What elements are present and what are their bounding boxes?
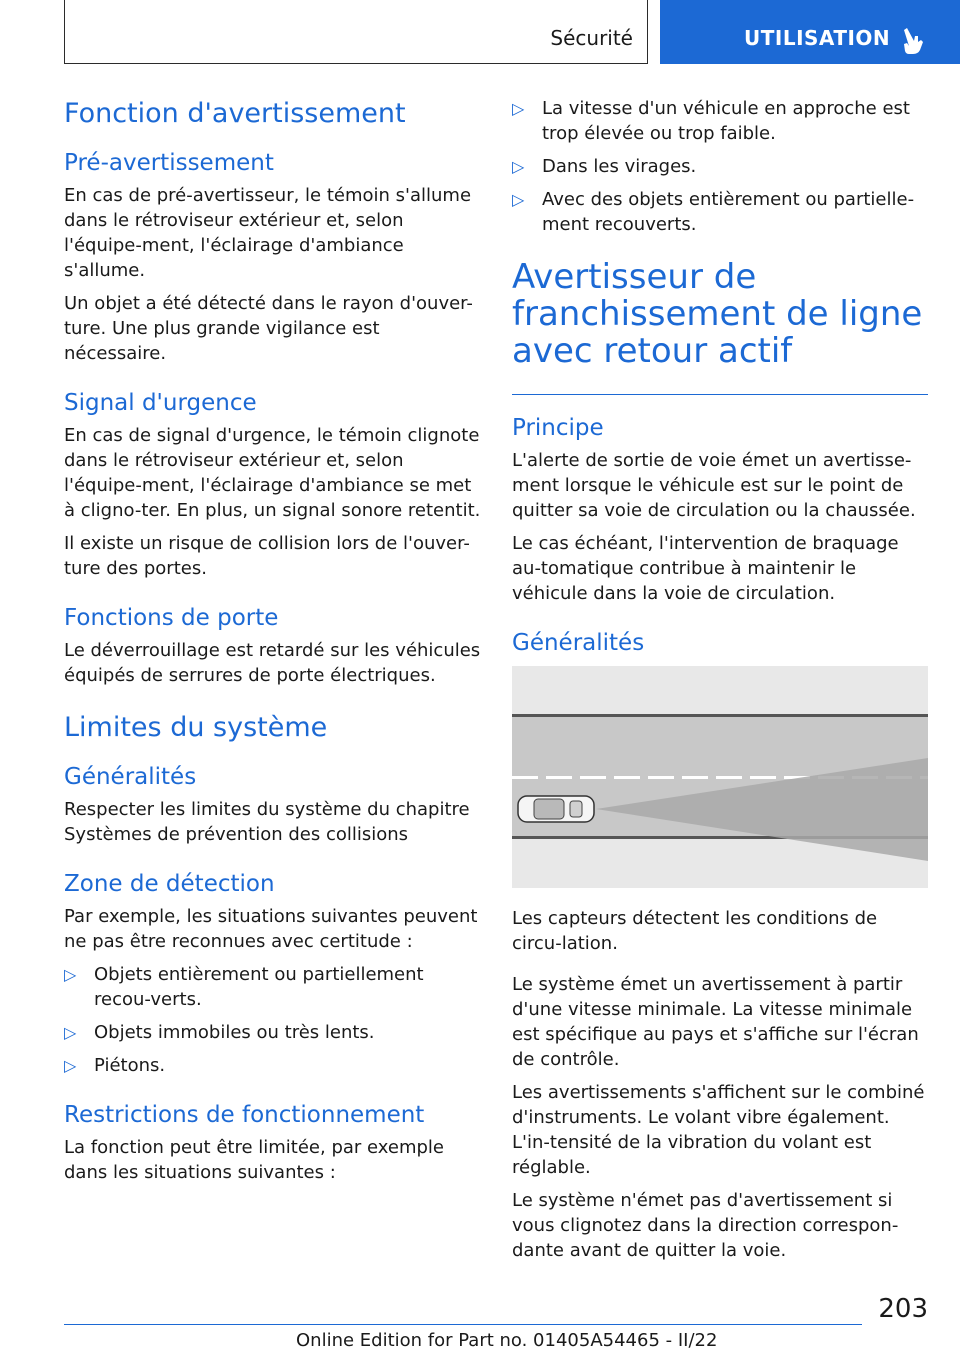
heading-fonctions-porte: Fonctions de porte (64, 605, 279, 631)
paragraph: Un objet a été détecté dans le rayon d'ouver-ture. Une plus grande vigilance est nécessaire. (64, 293, 473, 364)
paragraph: Le déverrouillage est retardé sur les véhicules équipés de serrures de porte électriques. (64, 640, 481, 686)
heading-generalites-2: Généralités (512, 630, 645, 656)
list-item: ▷ Piétons. (64, 1055, 166, 1076)
list-item: ▷ Avec des objets entièrement ou partielle-ment recouverts. (512, 189, 915, 235)
bullet-triangle-icon: ▷ (512, 190, 525, 209)
list-item: ▷ La vitesse d'un véhicule en approche est trop élevée ou trop faible. (512, 98, 910, 144)
heading-divider (512, 394, 928, 395)
heading-pre-avertissement: Pré-avertissement (64, 150, 274, 176)
heading-limites-systeme: Limites du système (64, 712, 328, 743)
paragraph: Par exemple, les situations suivantes peuvent ne pas être reconnues avec certitude : (64, 906, 478, 952)
paragraph: La fonction peut être limitée, par exemple dans les situations suivantes : (64, 1137, 444, 1183)
heading-restrictions: Restrictions de fonctionnement (64, 1102, 425, 1128)
heading-principe: Principe (512, 415, 604, 441)
paragraph: Respecter les limites du système du chapitre Systèmes de prévention des collisions (64, 799, 470, 845)
paragraph: En cas de pré-avertisseur, le témoin s'allume dans le rétroviseur extérieur et, selon l'équipe-ment, l'éclairage d'ambiance s'allume. (64, 185, 472, 281)
list-item: ▷ Dans les virages. (512, 156, 697, 177)
header-section-box (64, 0, 648, 64)
paragraph: L'alerte de sortie de voie émet un avertisse-ment lorsque le véhicule est sur le point de quitter sa voie de circulation ou la chaussée. (512, 450, 916, 521)
header-chapter-tab[interactable] (660, 0, 960, 64)
paragraph: Les capteurs détectent les conditions de circu-lation. (512, 908, 878, 954)
paragraph: Il existe un risque de collision lors de l'ouver-ture des portes. (64, 533, 470, 579)
bullet-triangle-icon: ▷ (64, 965, 77, 984)
car-top-view-icon (518, 796, 594, 822)
heading-generalites: Généralités (64, 764, 197, 790)
bullet-triangle-icon: ▷ (512, 157, 525, 176)
paragraph: Les avertissements s'affichent sur le combiné d'instruments. Le volant vibre également. L'in-tensité de la vibration du volant est réglable. (512, 1082, 925, 1178)
heading-zone-detection: Zone de détection (64, 871, 275, 897)
bullet-triangle-icon: ▷ (64, 1056, 77, 1075)
list-item: ▷ Objets immobiles ou très lents. (64, 1022, 375, 1043)
paragraph: Le cas échéant, l'intervention de braquage au-tomatique contribue à maintenir le véhicule dans la voie de circulation. (512, 533, 899, 604)
heading-signal-urgence: Signal d'urgence (64, 390, 257, 416)
paragraph: Le système n'émet pas d'avertissement si vous clignotez dans la direction correspon-dante avant de quitter la voie. (512, 1190, 899, 1261)
left-column (64, 96, 482, 1193)
heading-avertisseur-line-2: franchissement de ligne (512, 294, 923, 334)
bullet-triangle-icon: ▷ (512, 99, 525, 118)
right-column (512, 96, 928, 1271)
paragraph: Le système émet un avertissement à partir d'une vitesse minimale. La vitesse minimale est spécifique au pays et s'affiche sur l'écran de contrôle. (512, 974, 919, 1070)
edition-text: Online Edition for Part no. 01405A54465 - II/22 (296, 1330, 718, 1351)
footer-divider (64, 1324, 862, 1325)
paragraph: En cas de signal d'urgence, le témoin clignote dans le rétroviseur extérieur et, selon l'équipe-ment, l'éclairage d'ambiance se met à cligno-ter. En plus, un signal sonore retentit. (64, 425, 481, 521)
heading-avertisseur-line-1: Avertisseur de (512, 257, 757, 297)
bullet-triangle-icon: ▷ (64, 1023, 77, 1042)
lane-departure-illustration (512, 666, 928, 888)
list-item: ▷ Objets entièrement ou partiellement recou-verts. (64, 964, 424, 1010)
hand-pointer-icon (896, 24, 928, 56)
heading-fonction-avertissement: Fonction d'avertissement (64, 98, 406, 129)
page-number: 203 (878, 1294, 928, 1324)
heading-avertisseur-line-3: avec retour actif (512, 331, 793, 371)
chapter-title: UTILISATION (744, 26, 891, 50)
section-title: Sécurité (550, 26, 633, 50)
